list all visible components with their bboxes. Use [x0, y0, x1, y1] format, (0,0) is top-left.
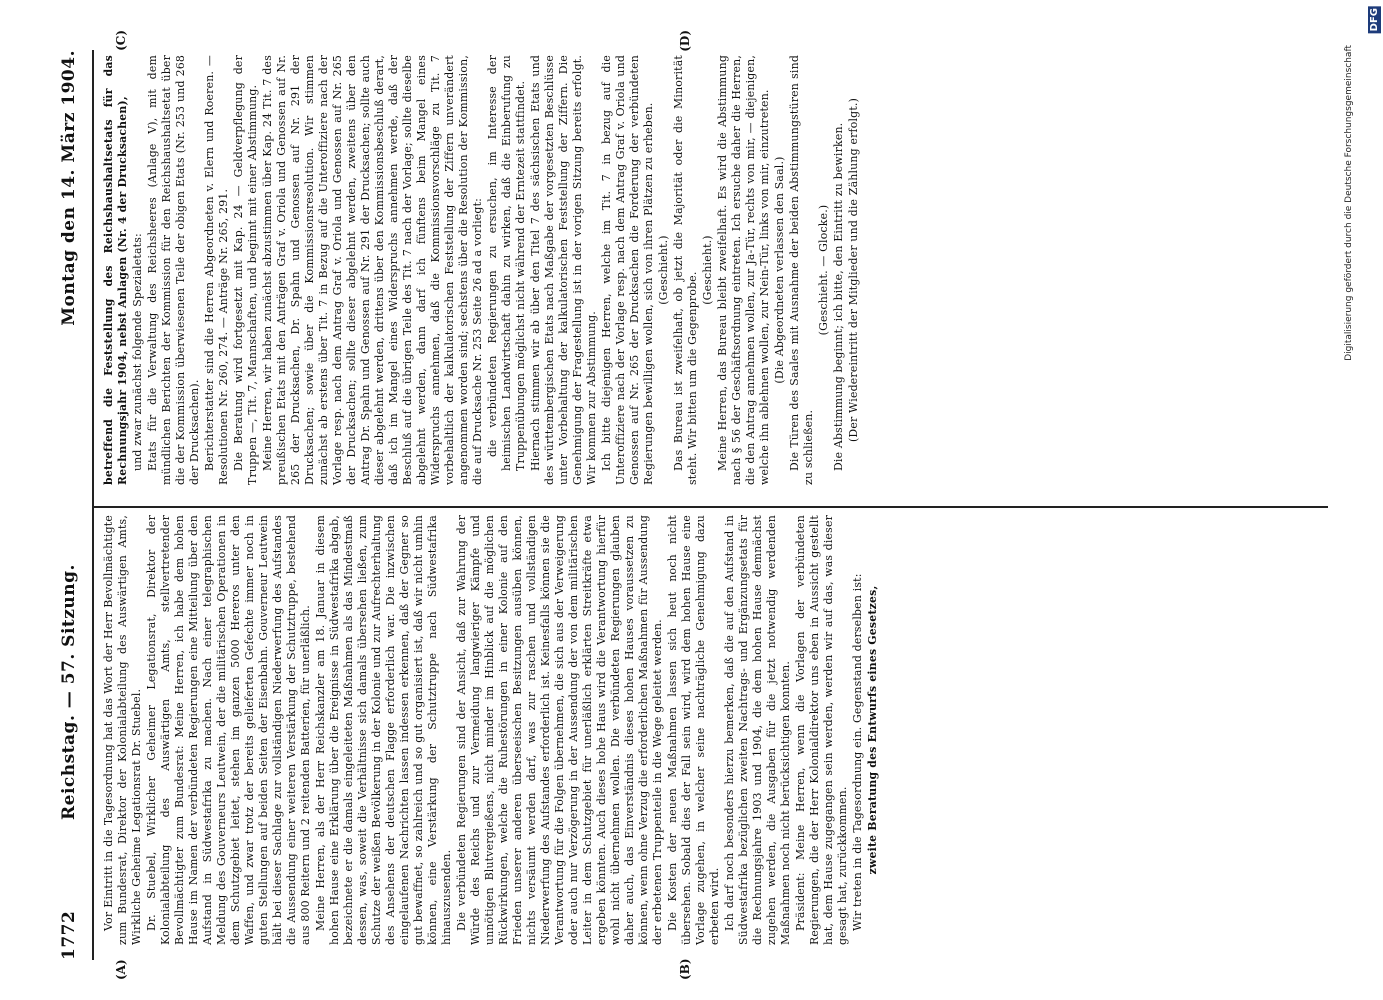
left-column: [102, 515, 881, 945]
paragraph: Wir treten in die Tagesordnung ein. Gegenstand derselben ist:: [851, 573, 864, 931]
marker-c: (C): [114, 30, 128, 51]
paragraph: Meine Herren, wir haben zunächst abzustimmen über Kap. 24 Tit. 7 des preußischen Etats mit den Anträgen Graf v. Oriola und Genossen auf Nr. 265 der Drucksachen, Dr. Spahn und Genossen auf Nr. 291 der Drucksachen; sowie über die Kommissionsresolution. Wir stimmen zunächst ab erstens über Tit. 7 in Bezug auf die Unteroffiziere nach der Vorlage resp. nach dem Antrag Graf v. Oriola und Genossen auf Nr. 265 der Drucksachen; sollte dieser abgelehnt werden, zweitens über den Antrag Dr. Spahn und Genossen auf Nr. 291 der Drucksachen; sollte auch dieser abgelehnt werden, drittens über den Kommissionsbeschluß derart, daß ich im Mangel eines Widerspruchs annehmen werde, daß der Beschluß auf die übrigen Teile des Tit. 7 nach der Vorlage; sollte dieselbe abgelehnt werden, dann darf ich fünftens beim Mangel eines Widerspruchs annehmen, daß die Kommissionsvorschläge zu Tit. 7 vorbehaltlich der kalkulatorischen Feststellung der Ziffern unverändert angenommen worden sind; sechstens über die Resolution der Kommission, die auf Drucksache Nr. 253 Seite 26 ad a vorliegt:: [261, 55, 484, 485]
right-column: [102, 55, 862, 485]
paragraph: Präsident: Meine Herren, wenn die Vorlagen der verbündeten Regierungen, die der Herr Kolonialdirektor uns eben in Aussicht gestellt hat, dem Hause zugegangen sein werden, werden wir auf das, was dieser gesagt hat, zurückkommen.: [794, 515, 849, 945]
session-title: Reichstag. — 57. Sitzung.: [59, 564, 79, 820]
paragraph: Das Bureau ist zweifelhaft, ob jetzt die Majorität oder die Minorität steht. Wir bitten um die Gegenprobe.: [672, 55, 699, 485]
stage-direction: (Geschieht.): [657, 235, 670, 305]
paragraph: Berichterstatter sind die Herren Abgeordneten v. Elern und Roeren. — Resolutionen Nr. 260, 274. — Anträge Nr. 265, 291.: [203, 55, 230, 485]
column-divider: [94, 506, 1328, 508]
paragraph: Die Kosten der neuen Maßnahmen lassen sich heut noch nicht übersehen. Sobald dies der Fall sein wird, wird dem hohen Hause eine Vorlage zugehen, in welcher seine nachträgliche Genehmigung dazu erbeten wird.: [666, 515, 721, 945]
paragraph: Meine Herren, das Bureau bleibt zweifelhaft. Es wird die Abstimmung nach § 56 der Geschäftsordnung eintreten. Ich ersuche daher die Herren, die den Antrag annehmen wollen, zur Ja-Tür, rechts von mir, — diejenigen, welche ihn ablehnen wollen, zur Nein-Tür, links von mir, einzutreten.: [716, 55, 771, 485]
session-date: Montag den 14. März 1904.: [59, 50, 79, 326]
digitization-credit: [1344, 45, 1354, 965]
document-page: [28, 25, 1358, 985]
paragraph: Die Beratung wird fortgesetzt mit Kap. 24 — Geldverpflegung der Truppen —, Tit. 7, Mannschaften, und beginnt mit einer Abstimmung.: [232, 55, 259, 485]
paragraph: Meine Herren, als der Herr Reichskanzler am 18. Januar in diesem hohen Hause eine Erklärung über die Ereignisse in Südwestafrika abgab, bezeichnete er die damals eingeleiteten Maßnahmen als das Mindestmaß dessen, was, soweit die Verhältnisse sich damals übersehen ließen, zum Schutze der weißen Bevölkerung in der Kolonie und zur Aufrechterhaltung des Ansehens der deutschen Flagge erforderlich war. Die inzwischen eingelaufenen Nachrichten lassen indessen erkennen, daß der Gegner so gut bewaffnet, so zahlreich und so gut organisiert ist, daß wir nicht umhin können, eine Verstärkung der Schutztruppe nach Südwestafrika hinauszusenden.: [314, 515, 453, 945]
paragraph: Ich bitte diejenigen Herren, welche im Tit. 7 in bezug auf die Unteroffiziere nach der Vorlage resp. nach dem Antrag Graf v. Oriola und Genossen auf Nr. 265 der Drucksachen die Forderung der verbündeten Regierungen bewilligen wollen, sich von ihren Plätzen zu erheben.: [600, 55, 655, 485]
paragraph: Hiernach stimmen wir ab über den Titel 7 des sächsischen Etats und des württembergischen Etats nach Maßgabe der vorgesetzten Beschlüsse unter Vorbehaltung der kalkulatorischen Feststellung der Ziffern. Die Genehmigung der Fragestellung ist in der vorigen Sitzung bereits erfolgt. Wir kommen zur Abstimmung.: [529, 55, 598, 485]
credit-text: Digitalisierung gefördert durch die Deutsche Forschungsgemeinschaft: [1344, 45, 1354, 361]
page-number: 1772: [59, 910, 79, 960]
paragraph: Die Abstimmung beginnt; ich bitte, den Eintritt zu bewirken.: [832, 122, 845, 471]
paragraph: Etats für die Verwaltung des Reichsheeres (Anlage V), mit dem mündlichen Berichten der Kommission für den Reichshaushaltsetat über die der Kommission überwiesenen Teile der obigen Etats (Nr. 253 und 268 der Drucksachen).: [146, 55, 201, 485]
marker-b: (B): [678, 958, 692, 980]
stage-direction: (Die Abgeordneten verlassen den Saal.): [773, 156, 786, 384]
paragraph: und zwar zunächst folgende Spezialetats:: [131, 233, 144, 471]
marker-d: (D): [678, 30, 692, 52]
paragraph: Ich darf noch besonders hierzu bemerken, daß die auf den Aufstand in Südwestafrika bezüglichen zweiten Nachtrags- und Ergänzungsetats für die Rechnungsjahre 1903 und 1904, die dem hohen Hause demnächst zugehen werden, die Ausgaben für die jetzt notwendig werdenden Maßnahmen noch nicht berücksichtigen konnten.: [723, 515, 792, 945]
paragraph: Vor Eintritt in die Tagesordnung hat das Wort der Herr Bevollmächtigte zum Bundesrat, Direktor der Kolonialabteilung des Auswärtigen Amts, Wirkliche Geheime Legationsrat Dr. Stuebel.: [102, 515, 143, 945]
paragraph: Dr. Stuebel, Wirklicher Geheimer Legationsrat, Direktor der Kolonialabteilung des Auswärtigen Amts, stellvertretender Bevollmächtigter zum Bundesrat: Meine Herren, ich habe dem hohen Hause im Namen der verbündeten Regierungen eine Mitteilung über den Aufstand in Südwestafrika zu machen. Nach einer telegraphischen Meldung des Gouverneurs Leutwein, der die militärischen Operationen in dem Schutzgebiet leitet, stehen im ganzen 5000 Hereros unter den Waffen, und zwar trotz der bereits gelieferten Gefechte immer noch in guten Stellungen auf beiden Seiten der Eisenbahn. Gouverneur Leutwein hält bei dieser Sachlage zur vollständigen Niederwerfung des Aufstandes die Aussendung einer weiteren Verstärkung der Schutztruppe, bestehend aus 800 Reitern und 2 reitenden Batterien, für unerläßlich.: [145, 515, 312, 945]
page-header: [53, 50, 89, 960]
paragraph: Die verbündeten Regierungen sind der Ansicht, daß zur Wahrung der Würde des Reichs und zur Vermeidung langwieriger Kämpfe und unnötigen Blutvergießens, nicht minder im Hinblick auf die möglichen Rückwirkungen, welche die Ruhestörungen in einer Kolonie auf den Frieden unserer anderen überseeischen Besitzungen ausüben können, nichts versäumt werden darf, was zur raschen und vollständigen Niederwerfung des Aufstandes erforderlich ist. Keinesfalls können sie die Verantwortung für die Folgen übernehmen, die sich aus der Verweigerung oder auch nur Verzögerung in der Aussendung der von dem militärischen Leiter in dem Schutzgebiet für unerläßlich erklärten Streitkräfte etwa ergeben könnten. Auch dieses hohe Haus wird die Verantwortung hierfür wohl nicht übernehmen wollen. Die verbündeten Regierungen glauben daher auch, das Einverständnis dieses hohen Hauses voraussetzen zu können, wenn ohne Verzug die erforderlichen Maßnahmen für Aussendung der erbetenen Truppenteile in die Wege geleitet werden.: [455, 515, 664, 945]
stage-direction: (Geschieht. — Glocke.): [817, 204, 830, 336]
stage-direction: (Der Wiedereintritt der Mitglieder und die Zählung erfolgt.): [847, 97, 860, 443]
marker-a: (A): [114, 959, 128, 980]
agenda-title: betreffend die Feststellung des Reichshaushaltsetats für das Rechnungsjahr 1904, nebst Anlagen (Nr. 4 der Drucksachen),: [102, 55, 129, 485]
agenda-heading: zweite Beratung des Entwurfs eines Gesetzes,: [866, 585, 879, 875]
stage-direction: (Geschieht.): [701, 235, 714, 305]
dfg-logo: DFG: [1369, 8, 1380, 32]
header-rule: [92, 50, 94, 960]
paragraph: Die Türen des Saales mit Ausnahme der beiden Abstimmungstüren sind zu schließen.: [788, 55, 815, 485]
paragraph: die verbündeten Regierungen zu ersuchen, im Interesse der heimischen Landwirtschaft dahin zu wirken, daß die Einberufung zu Truppenübungen möglichst nicht während der Erntezeit stattfindet.: [486, 55, 527, 471]
